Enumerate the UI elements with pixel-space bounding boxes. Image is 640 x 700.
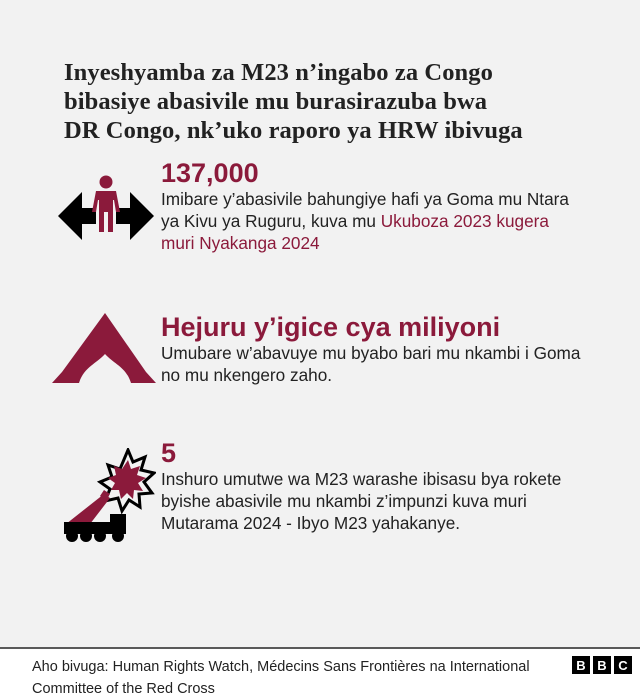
title-line-3: DR Congo, nk’uko raporo ya HRW ibivuga — [64, 117, 523, 144]
stat-description: Umubare w’abavuye mu byabo bari mu nkambi i Goma no mu nkengero zaho. — [161, 343, 581, 385]
bbc-logo-letter: C — [614, 656, 632, 674]
stat-description: Inshuro umutwe wa M23 warashe ibisasu bya rokete byishe abasivile mu nkambi z’impunzi kuva muri Mutarama 2024 - Ibyo M23 yahakanye. — [161, 469, 562, 533]
rocket-launcher-explosion-icon — [60, 448, 156, 544]
bbc-logo — [572, 656, 632, 674]
bbc-logo-letter: B — [572, 656, 590, 674]
title-line-1: Inyeshyamba za M23 n’ingabo za Congo — [64, 59, 493, 86]
stat-camp-population — [161, 312, 601, 386]
stat-headline: 137,000 — [161, 158, 259, 188]
stat-headline: Hejuru y’igice cya miliyoni — [161, 312, 501, 342]
stat-rocket-attacks — [161, 438, 581, 534]
stat-description-date-range: Ukuboza 2023 kugera muri Nyakanga 2024 — [161, 211, 549, 253]
footer — [0, 647, 640, 700]
stat-headline: 5 — [161, 438, 177, 468]
tent-icon — [50, 312, 158, 386]
bbc-logo-letter: B — [593, 656, 611, 674]
stat-displaced-civilians — [161, 158, 581, 254]
stat-description-text: Imibare y’abasivile bahungiye hafi ya Goma mu Ntara ya Kivu ya Ruguru, kuva mu — [161, 189, 569, 231]
source-credit: Aho bivuga: Human Rights Watch, Médecins Sans Frontières na International Committee of the Red Cross — [32, 659, 530, 697]
title-line-2: bibasiye abasivile mu burasirazuba bwa — [64, 88, 488, 115]
infographic-title — [64, 58, 584, 145]
stat-description — [161, 188, 581, 254]
displaced-person-arrows-icon — [56, 172, 156, 244]
